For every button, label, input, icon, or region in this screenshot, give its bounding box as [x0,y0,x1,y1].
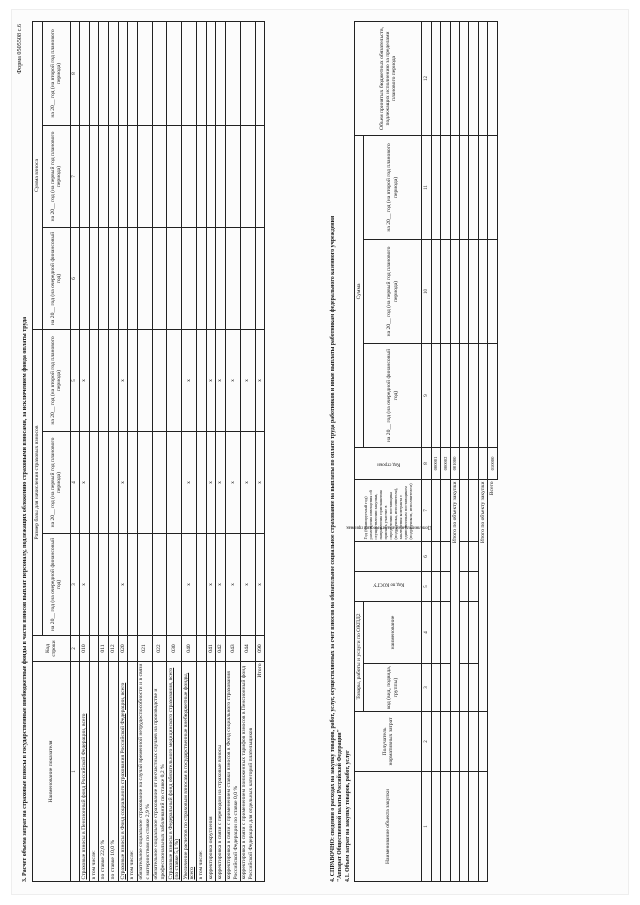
row-code: 030 [167,636,182,662]
row-code: 043 [225,636,240,662]
row-code: 012 [108,636,118,662]
row-name: обязательное социальное страхование на случай временной нетрудоспособности и в связи с материнством по ставке 2,9 % [137,662,152,882]
row-base-mark [152,330,167,432]
h4-y3: на 20__ год (на второй год планового периода) [364,135,422,239]
h4-name2: наименование [364,601,422,663]
table-row [89,21,99,881]
h4-sum: Сумма [355,135,364,447]
table-row [206,21,216,881]
row-base-mark [89,330,99,432]
row-base-mark [128,432,138,534]
row-base-mark: x [225,330,240,432]
row-base-mark [128,534,138,636]
rotated-page [12,10,628,894]
h4-row: Код строки [355,447,422,479]
h4-goods: Товары, работы и услуги по ОКПД2 [355,601,364,711]
total-x1: x [255,534,265,636]
table-row [108,21,118,881]
row-base-mark: x [182,330,197,432]
row-name: корректировка округления [206,662,216,882]
row-base-mark: x [225,534,240,636]
h-y2: на 20__ год (на первый год планового периода) [42,432,70,534]
row-base-mark [89,534,99,636]
row-code [128,636,138,662]
row-base-mark [89,432,99,534]
section4-line3: 4.1. Объем затрат на закупку товаров, работ, услуг [345,750,351,882]
h-y3b: на 20__ год (на второй год планового периода) [42,21,70,125]
row-base-mark: x [182,534,197,636]
row-name: корректировка в связи с переходом на страховые взносы [216,662,226,882]
table-row-total: Итого 090 x x x [255,21,265,881]
h-base: Размер базы для начисления страховых взносов [33,330,43,636]
row-name: по ставке 10,0 % [108,662,118,882]
row-code: 044 [240,636,255,662]
table-insurance-contributions [32,21,265,882]
row-name: Страховые взносы в Пенсионный фонд Российской Федерации, всего [80,662,90,882]
row-base-mark [167,330,182,432]
row-base-mark [128,330,138,432]
row-base-mark: x [206,330,216,432]
h4-code: код (вид, подвида, группы) [364,664,422,712]
column-numbers-4: 1 2 3 4 5 6 7 8 9 10 11 12 [422,21,431,881]
row-base-mark: x [216,330,226,432]
row-code: 011 [99,636,109,662]
h-y3: на 20__ год (на второй год планового периода) [42,330,70,432]
row-base-mark [137,534,152,636]
h-y2b: на 20__ год (на первый год планового периода) [42,126,70,228]
row-base-mark [99,534,109,636]
h4-y1: на 20__ год (на очередной финансовый год) [364,343,422,447]
row-name: Страховые взносы в Федеральный фонд обязательного медицинского страхования, всего (по ставке 5,1 %) [167,662,182,882]
row-base-mark: x [216,432,226,534]
h-y1b: на 20__ год (на очередной финансовый год) [42,228,70,330]
row-base-mark: x [240,330,255,432]
h4-year: Год (планируемый год) размещения извещения об осуществлении закупки, направления приглашения принять участие в определении поставщика (подрядчика, исполнителя), заключения контракта с единственным поставщиком (подрядчиком, исполнителем) [355,479,422,541]
h4-name: Наименование объекта закупки [355,772,422,882]
h4-obl: Объем принятых бюджетных обязательств, подлежащих исполнению за пределами планового периода [355,21,422,135]
table-row [167,21,182,881]
h-code: Код строки [33,636,71,662]
table-row [182,21,197,881]
section4-line1: 4. СПРАВОЧНО: сведения о расходах на закупку товаров, работ, услуг, осуществляемых за счет взносов на обязательное социальное страхование на выплаты по оплате труда работников и иные выплаты работникам федерального казенного учреждения [330,215,336,882]
row-code: 020 [118,636,128,662]
row-base-mark [137,330,152,432]
row-base-mark [197,432,207,534]
table-row: 000001 [431,21,440,881]
row-base-mark [108,330,118,432]
table-row [128,21,138,881]
row-name: в том числе: [89,662,99,882]
row-base-mark [167,432,182,534]
row-code: 040 [182,636,197,662]
row-base-mark: x [80,534,90,636]
row-name: корректировка в связи с применением ставки взносов в Фонд социального страхования Российской Федерации по ставке 0,0 % [225,662,240,882]
table-row-subtotal: Итого по объекту закупки 001000 [450,21,459,881]
table-row [80,21,90,881]
h4-y2: на 20__ год (на первый год планового периода) [364,239,422,343]
h-name: Наименование показателя [33,662,71,882]
table-row [118,21,128,881]
row-base-mark: x [216,534,226,636]
row-base-mark: x [118,534,128,636]
section3-title: 3. Расчет объема затрат на страховые взносы в государственные внебюджетные фонды в части взносов выплат персоналу, подлежащих обложению страховыми взносами, за исключением фонда оплаты труда [22,316,28,882]
table-row-subtotal-2: Итого по объекту закупки [478,21,487,881]
row-base-mark [197,534,207,636]
row-base-mark: x [240,534,255,636]
section4-line2: "Аппарат Общественной палаты Российской Федерации" [337,729,343,882]
table-row-total: Всего 010000 [488,21,497,881]
row-base-mark [99,432,109,534]
row-base-mark: x [240,432,255,534]
row-name: в том числе: [197,662,207,882]
row-name: Страховые взносы в Фонд социального страхования Российской Федерации, всего [118,662,128,882]
scanned-document [12,10,628,894]
total-x3: x [255,330,265,432]
row-base-mark: x [80,432,90,534]
row-code: 022 [152,636,167,662]
row-base-mark: x [225,432,240,534]
column-numbers: 1 2 3 4 5 6 7 8 [70,21,80,881]
row-base-mark [108,432,118,534]
row-base-mark [152,534,167,636]
row-code: 042 [216,636,226,662]
form-code: Форма 0505508 с.6 [16,24,23,74]
table-row [197,21,207,881]
row-code: 041 [206,636,216,662]
row-name: в том числе: [128,662,138,882]
row-name: обязательное социальное страхование от несчастных случаев на производстве и профессиональных заболеваний по ставке 0,2 % [152,662,167,882]
row-code [89,636,99,662]
row-base-mark [197,330,207,432]
table-row [459,21,468,881]
table-row: 000002 [441,21,450,881]
row-name: корректировка в связи с применением пониженных тарифов взносов в Пенсионный фонд Российской Федерации для отдельных категорий плательщиков [240,662,255,882]
row-name: Увеличение расчетов по страховым взносам в государственные внебюджетные фонды, всего [182,662,197,882]
table-row [137,21,152,881]
row-code [197,636,207,662]
h4-kosgu: Код по КОСГУ [355,571,422,601]
table-row [99,21,109,881]
row-code: 010 [80,636,90,662]
row-base-mark: x [182,432,197,534]
table-row [225,21,240,881]
table-row [240,21,255,881]
row-base-mark: x [118,432,128,534]
table-row [469,21,478,881]
row-code: 021 [137,636,152,662]
table-row [216,21,226,881]
row-name: по ставке 22,0 % [99,662,109,882]
h4-extra: Дополнительный аналитический признак [355,541,422,571]
row-base-mark: x [206,534,216,636]
row-base-mark: x [118,330,128,432]
total-x2: x [255,432,265,534]
row-base-mark: x [206,432,216,534]
row-base-mark [167,534,182,636]
h-y1: на 20__ год (на очередной финансовый год) [42,534,70,636]
h4-group: Получатель нормативных затрат [355,712,422,772]
row-base-mark [108,534,118,636]
table-row [152,21,167,881]
h-sum: Сумма взноса [33,21,43,329]
row-base-mark [137,432,152,534]
row-base-mark [152,432,167,534]
row-base-mark [99,330,109,432]
row-base-mark: x [80,330,90,432]
